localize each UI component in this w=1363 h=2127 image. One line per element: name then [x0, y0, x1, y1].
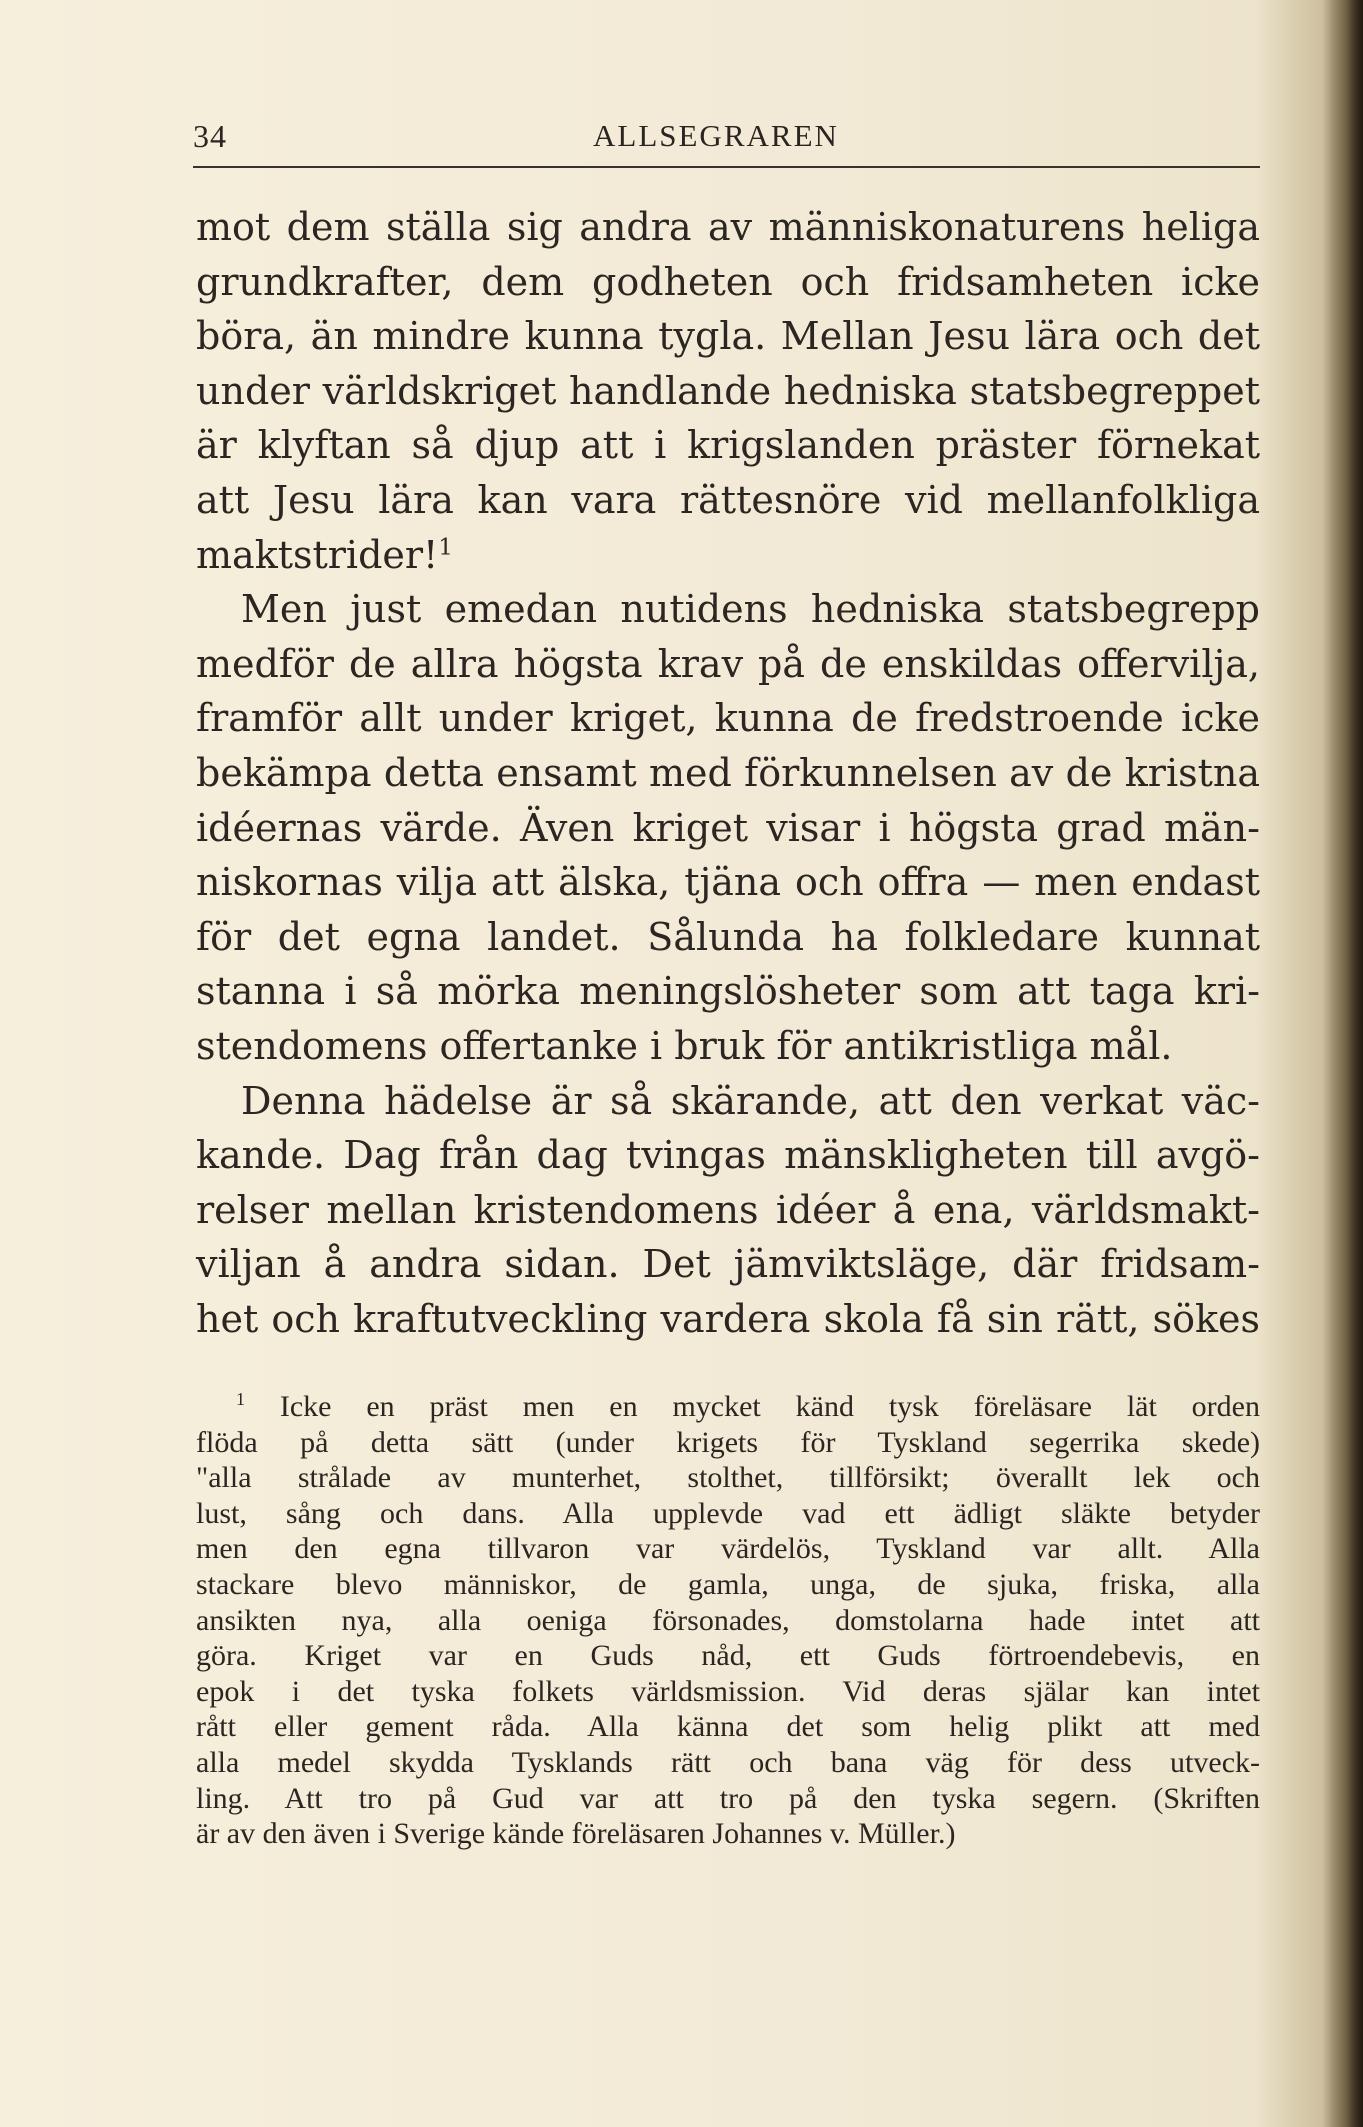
body-line: för det egna landet. Sålunda ha folkledare kunnat	[196, 914, 1260, 959]
body-line: böra, än mindre kunna tygla. Mellan Jesu lära och det	[196, 314, 1260, 359]
page-gutter-shadow	[1323, 0, 1363, 2127]
body-line: idéernas värde. Även kriget visar i högsta grad män-	[196, 805, 1260, 850]
footnote-line: är av den även i Sverige kände föreläsaren Johannes v. Müller.)	[196, 1817, 956, 1851]
footnote-line: lust, sång och dans. Alla upplevde vad ett ädligt släkte betyder	[196, 1496, 1260, 1530]
body-line: mot dem ställa sig andra av människonaturens heliga	[196, 205, 1260, 249]
footnote-line: men den egna tillvaron var värdelös, Tyskland var allt. Alla	[196, 1532, 1260, 1566]
footnote-line: rått eller gement råda. Alla känna det som helig plikt att med	[196, 1710, 1260, 1744]
body-line: framför allt under kriget, kunna de fredstroende icke	[196, 696, 1260, 741]
page-number: 34	[193, 118, 227, 154]
footnote-line: stackare blevo människor, de gamla, unga, de sjuka, friska, alla	[196, 1567, 1260, 1601]
footnote	[196, 1389, 1260, 1852]
footnote-line: flöda på detta sätt (under krigets för Tyskland segerrika skede)	[196, 1425, 1260, 1459]
body-line: under världskriget handlande hedniska statsbegreppet	[196, 368, 1260, 413]
body-line: niskornas vilja att älska, tjäna och offra — men endast	[196, 860, 1260, 905]
footnote-line: epok i det tyska folkets världsmission. Vid deras själar kan intet	[196, 1674, 1260, 1708]
body-line: att Jesu lära kan vara rättesnöre vid mellanfolkliga	[196, 477, 1260, 522]
body-line-with-footnote	[196, 528, 1260, 583]
footnote-line: "alla strålade av munterhet, stolthet, tillförsikt; överallt lek och	[196, 1461, 1260, 1495]
body-line: viljan å andra sidan. Det jämviktsläge, där fridsam-	[196, 1242, 1260, 1287]
body-line: är klyftan så djup att i krigslanden präster förnekat	[196, 423, 1260, 468]
footnote-line: göra. Kriget var en Guds nåd, ett Guds förtroendebevis, en	[196, 1639, 1260, 1673]
body-line: het och kraftutveckling vardera skola få sin rätt, sökes	[196, 1296, 1260, 1341]
footnote-first-line	[196, 1389, 1260, 1425]
footnote-line: ansikten nya, alla oeniga försonades, domstolarna hade intet att	[196, 1603, 1260, 1637]
body-line: kande. Dag från dag tvingas mänskligheten till avgö-	[196, 1133, 1260, 1178]
body-line: medför de allra högsta krav på de enskildas offervilja,	[196, 641, 1260, 686]
body-line: Denna hädelse är så skärande, att den verkat väc-	[241, 1078, 1260, 1123]
body-text	[196, 200, 1260, 1346]
body-line: Men just emedan nutidens hedniska statsbegrepp	[241, 587, 1260, 632]
body-line: grundkrafter, dem godheten och fridsamheten icke	[196, 259, 1260, 304]
footnote-reference[interactable]: 1	[438, 533, 453, 560]
header-rule	[193, 166, 1260, 168]
footnote-marker: 1	[236, 1389, 245, 1409]
body-line: stanna i så mörka meningslösheter som att taga kri-	[196, 969, 1260, 1014]
body-line: maktstrider!	[196, 532, 439, 577]
running-title: ALLSEGRAREN	[593, 118, 839, 153]
body-line: relser mellan kristendomens idéer å ena, världsmakt-	[196, 1187, 1260, 1232]
body-line: stendomens offertanke i bruk för antikristliga mål.	[196, 1023, 1173, 1068]
running-head	[193, 112, 1260, 162]
footnote-line: Icke en präst men en mycket känd tysk föreläsare lät orden	[279, 1390, 1260, 1423]
body-line: bekämpa detta ensamt med förkunnelsen av de kristna	[196, 750, 1260, 795]
footnote-line: ling. Att tro på Gud var att tro på den tyska segern. (Skriften	[196, 1781, 1260, 1815]
footnote-line: alla medel skydda Tysklands rätt och bana väg för dess utveck-	[196, 1745, 1260, 1779]
